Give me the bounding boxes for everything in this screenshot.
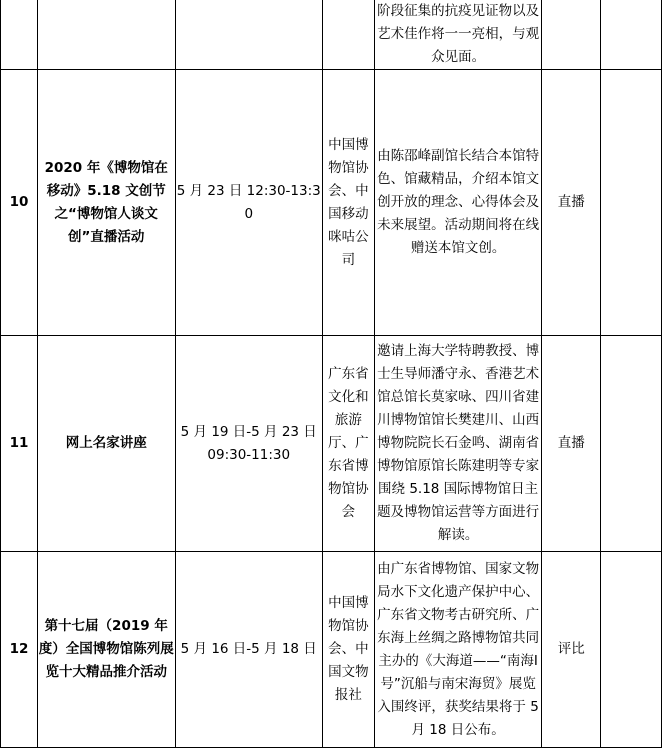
event-time <box>175 552 322 748</box>
event-organizer <box>322 336 374 552</box>
event-description-text: 由陈邵峰副馆长结合本馆特色、馆藏精品，介绍本馆文创开放的理念、心得体会及未来展望。活动期间将在线赠送本馆文创。 <box>377 148 540 256</box>
event-description-text: 阶段征集的抗疫见证物以及艺术佳作将一一亮相，与观众见面。 <box>377 3 540 65</box>
event-time <box>175 336 322 552</box>
row-index: 11 <box>1 336 38 552</box>
notes-cell <box>601 336 662 552</box>
table-row <box>1 70 662 336</box>
event-title-text: 网上名家讲座 <box>65 435 147 451</box>
event-organizer <box>322 552 374 748</box>
event-description-text: 邀请上海大学特聘教授、博士生导师潘守永、香港艺术馆总馆长莫家咏、四川省建川博物馆馆长樊建川、山西博物院院长石金鸣、湖南省博物馆原馆长陈建明等专家围绕 5.18 国际博物馆日主题及博物馆运营等方面进行解读。 <box>377 343 540 543</box>
event-title <box>37 70 175 336</box>
event-time-text: 5 月 16 日-5 月 18 日 <box>180 641 317 657</box>
event-description <box>374 336 542 552</box>
event-time-text: 5 月 19 日-5 月 23 日 09:30-11:30 <box>180 423 317 463</box>
event-description <box>374 70 542 336</box>
event-title <box>37 552 175 748</box>
row-index: 10 <box>1 70 38 336</box>
event-organizer <box>322 70 374 336</box>
event-form: 评比 <box>542 552 601 748</box>
event-organizer-text: 广东省文化和旅游厅、广东省博物馆协会 <box>328 366 369 520</box>
event-organizer <box>322 0 374 70</box>
table-row <box>1 0 662 70</box>
event-organizer-text: 中国博物馆协会、中国文物报社 <box>328 595 369 703</box>
event-form: 直播 <box>542 70 601 336</box>
event-form <box>542 0 601 70</box>
table-row <box>1 336 662 552</box>
event-organizer-text: 中国博物馆协会、中国移动咪咕公司 <box>328 136 369 268</box>
event-title-text: 第十七届（2019 年度）全国博物馆陈列展览十大精品推介活动 <box>38 618 174 680</box>
event-title <box>37 336 175 552</box>
event-time <box>175 0 322 70</box>
notes-cell <box>601 552 662 748</box>
row-index: 12 <box>1 552 38 748</box>
notes-cell <box>601 0 662 70</box>
event-form: 直播 <box>542 336 601 552</box>
event-description <box>374 0 542 70</box>
row-index <box>1 0 38 70</box>
event-title <box>37 0 175 70</box>
event-title-text: 2020 年《博物馆在移动》5.18 文创节之“博物馆人谈文创”直播活动 <box>44 159 168 245</box>
table-row <box>1 552 662 748</box>
event-description-text: 由广东省博物馆、国家文物局水下文化遗产保护中心、广东省文物考古研究所、广东海上丝绸之路博物馆共同主办的《大海道——“南海Ⅰ号”沉船与南宋海贸》展览入围终评，获奖结果将于 5 月 18 日公布。 <box>377 560 540 738</box>
event-time <box>175 70 322 336</box>
event-time-text: 5 月 23 日 12:30-13:30 <box>176 182 321 222</box>
notes-cell <box>601 70 662 336</box>
event-description <box>374 552 542 748</box>
